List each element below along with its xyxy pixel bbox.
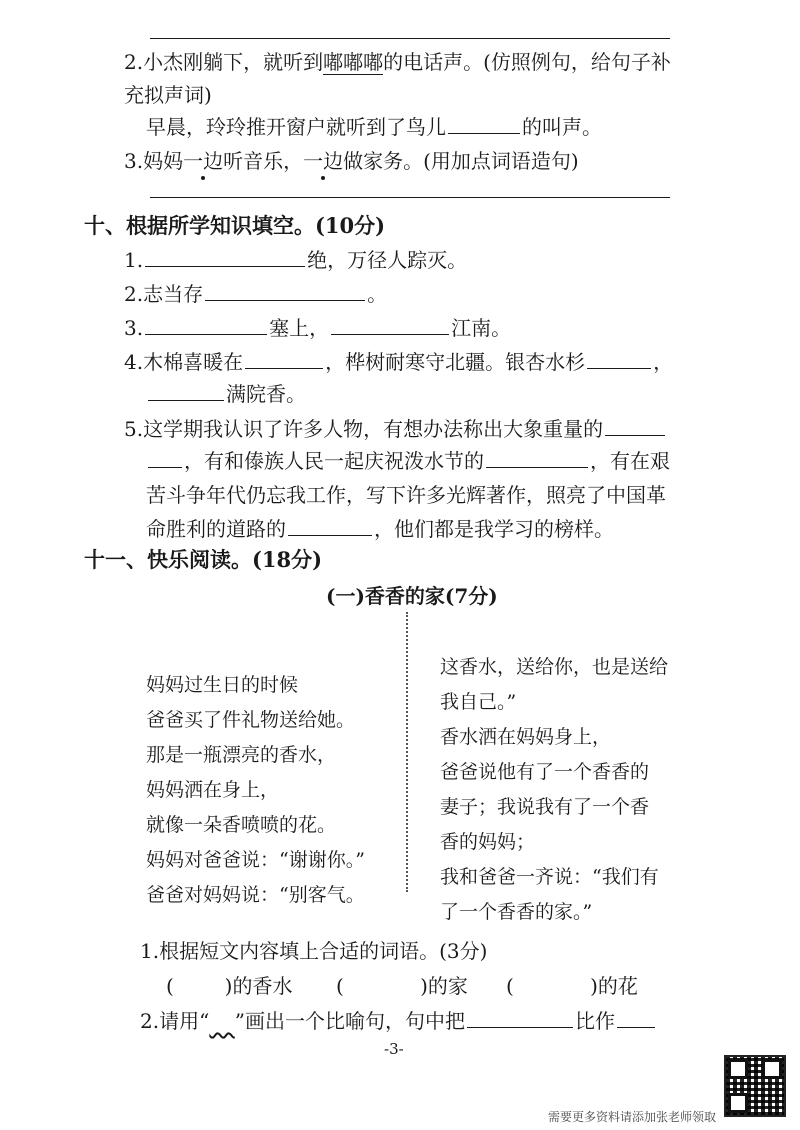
s10-item-5-blank-4[interactable] <box>288 515 372 536</box>
footer-note: 需要更多资料请添加张老师领取 <box>548 1110 717 1124</box>
reading-q2-end: 比作 <box>574 1009 615 1033</box>
s10-item-5-text-1: 5.这学期我认识了许多人物，有想办法称出大象重量的 <box>124 417 604 441</box>
column-divider <box>406 612 408 892</box>
poem-right-line: 妻子；我说我有了一个香 <box>440 796 650 818</box>
s10-item-4-blank-2[interactable] <box>587 348 651 369</box>
reading-q1-title: 1.根据短文内容填上合适的词语。(3分) <box>140 939 488 963</box>
s10-item-4-blank-1[interactable] <box>245 348 323 369</box>
q2-line1 <box>124 46 671 75</box>
s10-item-4-end: ， <box>653 350 674 374</box>
s10-item-3-num: 3. <box>124 316 144 340</box>
poem-left-line: 妈妈过生日的时候 <box>146 674 299 696</box>
poem-right-line: 我和爸爸一齐说：“我们有 <box>440 866 659 888</box>
s10-item-3-blank-2[interactable] <box>331 314 449 335</box>
s10-item-5-text-4b: ，他们都是我学习的榜样。 <box>374 517 614 541</box>
reading-q1-option-2[interactable]: ( )的家 <box>336 974 468 998</box>
s10-item-3-end: 江南。 <box>451 316 512 340</box>
s10-item-4b <box>146 378 306 407</box>
poem-left-line: 爸爸买了件礼物送给她。 <box>146 709 356 731</box>
q2-line3 <box>146 111 602 140</box>
q2-sentence: 早晨，玲玲推开窗户就听到了鸟儿 <box>146 115 446 139</box>
page-number: -3- <box>384 1040 404 1058</box>
poem-right-line: 香水洒在妈妈身上， <box>440 726 612 748</box>
poem-left-line: 就像一朵香喷喷的花。 <box>146 814 337 836</box>
q3-dotted-word-1: 一边 <box>183 149 224 173</box>
q3-instruction: 做家务。(用加点词语造句) <box>343 149 579 173</box>
s10-item-5-blank-3[interactable] <box>486 447 588 468</box>
reading-q2 <box>140 1005 657 1034</box>
poem-right-line: 这香水，送给你，也是送给 <box>440 656 669 678</box>
q2-sentence-end: 的叫声。 <box>522 115 602 139</box>
s10-item-2-blank[interactable] <box>205 280 365 301</box>
poem-right-column <box>440 650 668 930</box>
q2-blank[interactable] <box>448 113 520 134</box>
s10-item-3-blank-1[interactable] <box>145 314 267 335</box>
s10-item-5-blank-2[interactable] <box>148 447 182 468</box>
poem-right-line: 了一个香香的家。” <box>440 901 593 923</box>
s10-item-2-end: 。 <box>367 282 388 306</box>
passage-title: (一)香香的家(7分) <box>326 584 498 608</box>
s10-item-2-text: 2.志当存 <box>124 282 204 306</box>
poem-left-line: 妈妈对爸爸说：“谢谢你。” <box>146 849 365 871</box>
q2-text: 2.小杰刚躺下，就听到 <box>124 50 324 74</box>
reading-q2-text: 2.请用“ <box>140 1009 210 1033</box>
s10-item-3 <box>124 312 511 341</box>
reading-q2-mid: ”画出一个比喻句，句中把 <box>234 1009 465 1033</box>
s10-item-1 <box>124 244 467 273</box>
s10-item-4-blank-3[interactable] <box>148 380 224 401</box>
poem-left-column <box>146 668 365 913</box>
reading-q1-option-3[interactable]: ( )的花 <box>506 974 638 998</box>
s10-item-4-text: 4.木棉喜暖在 <box>124 350 244 374</box>
reading-q2-blank-2[interactable] <box>617 1007 655 1028</box>
section-11-title: 十一、快乐阅读。(18分) <box>84 547 323 572</box>
reading-q1-option-1[interactable]: ( )的香水 <box>166 974 293 998</box>
s10-item-4-mid: ，桦树耐寒守北疆。银杏水杉 <box>325 350 586 374</box>
s10-item-1-text: 绝，万径人踪灭。 <box>307 248 468 272</box>
q2-instruction: 的电话声。(仿照例句，给句子补 <box>383 50 671 74</box>
wavy-line-sample <box>209 1009 234 1033</box>
q3-answer-line[interactable] <box>150 197 670 198</box>
s10-item-1-num: 1. <box>124 248 144 272</box>
s10-item-5-blank-1[interactable] <box>605 415 665 436</box>
s10-item-1-blank[interactable] <box>145 246 305 267</box>
s10-item-2 <box>124 278 387 307</box>
q3-text: 3.妈妈 <box>124 149 184 173</box>
s10-item-5-text-2: ，有和傣族人民一起庆祝泼水节的 <box>184 449 484 473</box>
qr-code-icon <box>724 1055 786 1117</box>
reading-q2-blank-1[interactable] <box>467 1007 573 1028</box>
poem-right-line: 香的妈妈； <box>440 831 536 853</box>
poem-left-line: 那是一瓶漂亮的香水， <box>146 744 337 766</box>
section-10-title: 十、根据所学知识填空。(10分) <box>84 213 386 238</box>
s10-item-5-l4 <box>146 513 614 542</box>
q2-example-word: 嘟嘟嘟 <box>323 50 384 74</box>
s10-item-5-l1 <box>124 413 667 442</box>
s10-item-4 <box>124 346 673 375</box>
q2-line2: 充拟声词) <box>124 83 212 107</box>
s10-item-5-text-2b: ，有在艰 <box>590 449 670 473</box>
s10-item-4b-text: 满院香。 <box>226 382 306 406</box>
s10-item-5-text-4: 命胜利的道路的 <box>146 517 286 541</box>
s10-item-3-mid: 塞上， <box>269 316 330 340</box>
poem-right-line: 我自己。” <box>440 691 517 713</box>
poem-right-line: 爸爸说他有了一个香香的 <box>440 761 650 783</box>
s10-item-5-l2 <box>146 445 670 474</box>
s10-item-5-l3: 苦斗争年代仍忘我工作，写下许多光辉著作，照亮了中国革 <box>146 483 666 507</box>
q3-text-mid: 听音乐， <box>223 149 304 173</box>
poem-left-line: 妈妈洒在身上， <box>146 779 280 801</box>
poem-left-line: 爸爸对妈妈说：“别客气。 <box>146 884 365 906</box>
answer-line-top <box>150 38 670 39</box>
q3-dotted-word-2: 一边 <box>303 149 344 173</box>
q3-line <box>124 145 579 174</box>
